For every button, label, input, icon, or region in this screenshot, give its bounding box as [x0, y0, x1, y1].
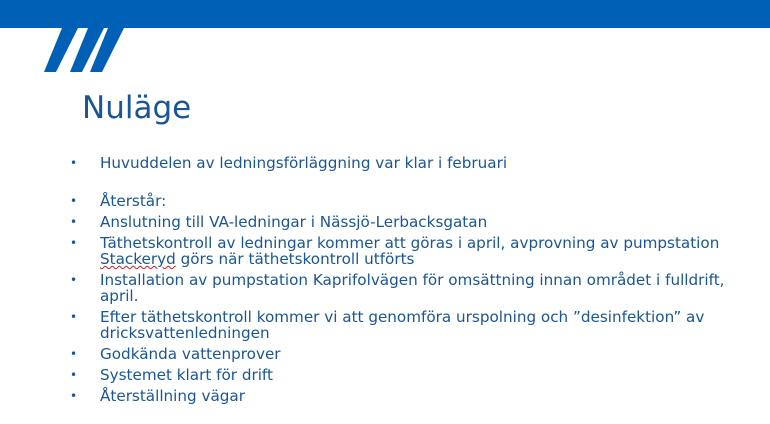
bullet-item: • Återställning vägar	[70, 387, 245, 405]
bullet-dot: •	[70, 310, 78, 324]
bullet-dot: •	[70, 156, 78, 170]
bullet-dot: •	[70, 273, 78, 287]
spellcheck-word: Stackeryd	[100, 250, 176, 268]
bullet-item: • Godkända vattenprover	[70, 345, 281, 363]
bullet-dot: •	[70, 347, 78, 361]
bullet-gap	[68, 171, 758, 193]
logo-mark	[0, 0, 770, 80]
bullet-item: • Anslutning till VA-ledningar i Nässjö-Lerbacksgatan	[70, 213, 488, 231]
bullet-item: • Efter täthetskontroll kommer vi att genomföra urspolning och ”desinfektion” av dricksvattenledningen	[70, 308, 705, 342]
bullet-item: • Huvuddelen av ledningsförläggning var klar i februari	[70, 154, 508, 172]
slide-title: Nuläge	[82, 90, 192, 126]
bullet-item: • Täthetskontroll av ledningar kommer att göras i april, avprovning av pumpstation Stackeryd görs när täthetskontroll utförts	[70, 234, 720, 268]
bullet-item: • Återstår:	[70, 192, 167, 210]
bullet-dot: •	[70, 389, 78, 403]
bullet-dot: •	[70, 368, 78, 382]
bullet-dot: •	[70, 236, 78, 250]
bullet-item: • Installation av pumpstation Kaprifolvägen för omsättning innan området i fulldrift, april.	[70, 271, 725, 305]
bullet-item: • Systemet klart för drift	[70, 366, 273, 384]
bullet-dot: •	[70, 194, 78, 208]
bullet-list	[68, 155, 758, 404]
bullet-dot: •	[70, 215, 78, 229]
